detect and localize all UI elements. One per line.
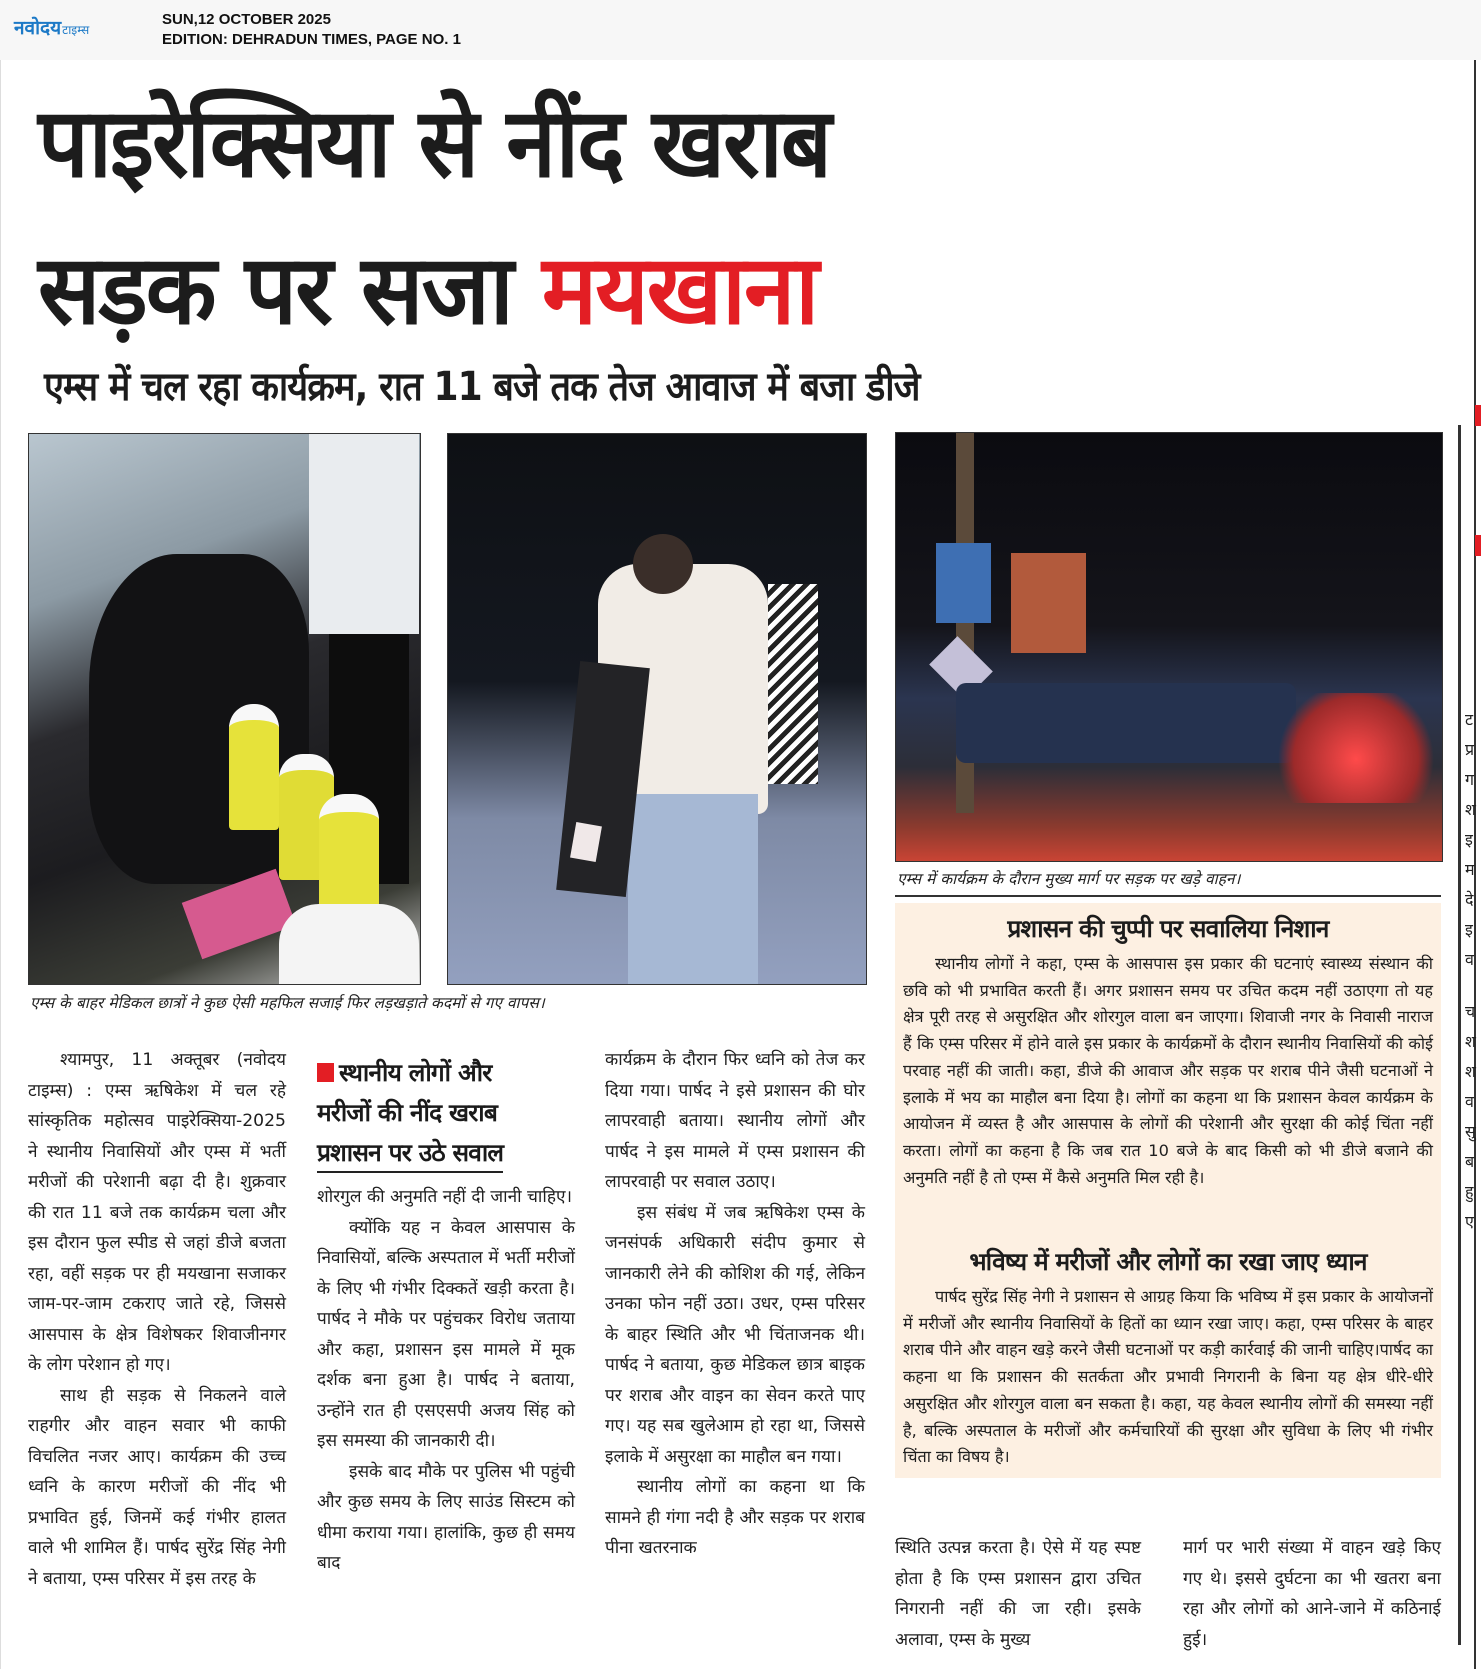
photo-signboard bbox=[936, 543, 991, 623]
photo-white-bag bbox=[279, 904, 419, 984]
highlight-box bbox=[895, 903, 1441, 1478]
article-column-2 bbox=[317, 1182, 575, 1579]
article-paragraph: मार्ग पर भारी संख्या में वाहन खड़े किए गए थे। इससे दुर्घटना का भी खतरा बना रहा और लोगों को आने-जाने में कठिनाई हुई। bbox=[1183, 1538, 1441, 1650]
headline-line-1: पाइरेक्सिया से नींद खराब bbox=[38, 87, 830, 199]
photo-billboard bbox=[1011, 553, 1086, 653]
article-paragraph: इसके बाद मौके पर पुलिस भी पहुंची और कुछ समय के लिए साउंड सिस्टम को धीमा कराया गया। हालांकि, कुछ ही समय बाद bbox=[317, 1461, 575, 1573]
logo-sub-text: टाइम्स bbox=[62, 23, 90, 37]
newspaper-logo[interactable] bbox=[14, 14, 89, 40]
article-paragraph: स्थिति उत्पन्न करता है। ऐसे में यह स्पष्ट होता है कि एम्स प्रशासन द्वारा उचित निगरानी नहीं की जा रही। इसके अलावा, एम्स के मुख्य bbox=[895, 1538, 1141, 1650]
subhead-line-2: मरीजों की नींद खराब bbox=[317, 1098, 498, 1127]
box-text-2: पार्षद सुरेंद्र सिंह नेगी ने प्रशासन से आग्रह किया कि भविष्य में इस प्रकार के आयोजनों में मरीजों और स्थानीय निवासियों के हितों का ध्यान रखा जाए। कहा, एम्स परिसर के बाहर शराब पीने और वाहन खड़े करने जैसी घटनाओं पर कड़ी कार्रवाई की जानी चाहिए।पार्षद का कहना था कि प्रशासन की सतर्कता और प्रभावी निगरानी के बिना यह क्षेत्र धीरे-धीरे असुरक्षित और शोरगुल वाला बन सकता है। कहा, यह केवल स्थानीय लोगों की समस्या नहीं है, बल्कि अस्पताल के मरीजों और कर्मचारियों की सुरक्षा और सुविधा के लिए भी गंभीर चिंता का विषय है। bbox=[903, 1287, 1433, 1467]
photo-parked-vehicles bbox=[895, 432, 1443, 862]
article-paragraph: क्योंकि यह न केवल आसपास के निवासियों, बल्कि अस्पताल में भर्ती मरीजों के लिए भी गंभीर दिक्कतें खड़ी करता है। पार्षद ने मौके पर पहुंचकर विरोध जताया और कहा, प्रशासन इस मामले में मूक दर्शक बना हुआ है। पार्षद ने बताया, उन्होंने रात ही एसएसपी अजय सिंह को इस समस्या की जानकारी दी। bbox=[317, 1217, 575, 1451]
box-heading-2: भविष्य में मरीजों और लोगों का रखा जाए ध्यान bbox=[969, 1247, 1367, 1276]
box-text-1: स्थानीय लोगों ने कहा, एम्स के आसपास इस प्रकार की घटनाएं स्वास्थ्य संस्थान की छवि को भी प्रभावित करती हैं। अगर प्रशासन समय पर उचित कदम नहीं उठाएगा तो यह क्षेत्र पूरी तरह से असुरक्षित और शोरगुल वाला बन जाएगा। शिवाजी नगर के निवासी नाराज हैं कि एम्स परिसर में होने वाले इस प्रकार के कार्यक्रमों के दौरान स्थानीय निवासियों की कोई परवाह नहीं की जाती। कहा, डीजे की आवाज और सड़क पर शराब पीने जैसी घटनाओं ने इलाके में भय का माहौल बना दिया है। लोगों का कहना था कि प्रशासन केवल कार्यक्रम के आयोजन में व्यस्त है और आसपास के लोगों की परेशानी और सुरक्षा की कोई चिंता नहीं करता। लोगों का कहना है कि जब रात 10 बजे के बाद किसी को भी डीजे बजाने की अनुमति नहीं है तो एम्स में कैसे अनुमति मिल रही है। bbox=[903, 954, 1433, 1187]
photo-person-jeans bbox=[628, 794, 758, 984]
article-paragraph: शोरगुल की अनुमति नहीं दी जानी चाहिए। bbox=[317, 1187, 572, 1207]
article-column-3 bbox=[605, 1045, 865, 1564]
clipped-text-fragment: च bbox=[1465, 1002, 1476, 1021]
headline-line-2-red: मयखाना bbox=[542, 234, 818, 346]
clipped-text-fragment: प्र bbox=[1465, 740, 1475, 759]
article-column-4 bbox=[895, 1533, 1141, 1655]
page-edge bbox=[0, 60, 1, 1669]
clipped-text-fragment: श bbox=[1465, 1062, 1476, 1081]
top-bar bbox=[0, 0, 1481, 60]
clipped-text-fragment: व bbox=[1465, 1092, 1474, 1111]
photo-bike-row bbox=[956, 683, 1296, 763]
clipped-text-fragment: व bbox=[1465, 950, 1474, 969]
article-paragraph: श्यामपुर, 11 अक्तूबर (नवोदय टाइम्स) : एम्स ऋषिकेश में चल रहे सांस्कृतिक महोत्सव पाइरेक्सिया-2025 ने स्थानीय निवासियों और एम्स में भर्ती मरीजों की परेशानी बढ़ा दी है। शुक्रवार की रात 11 बजे तक कार्यक्रम चला और इस दौरान फुल स्पीड से जहां डीजे बजता रहा, वहीं सड़क पर ही मयखाना सजाकर जाम-पर-जाम टकराए जाते रहे, जिससे आसपास के क्षेत्र विशेषकर शिवाजीनगर के लोग परेशान हो गए। bbox=[28, 1050, 286, 1375]
article-paragraph: स्थानीय लोगों का कहना था कि सामने ही गंगा नदी है और सड़क पर शराब पीना खतरनाक bbox=[605, 1477, 865, 1558]
headline-line-2-black: सड़क पर सजा bbox=[38, 234, 512, 346]
photo-cups-on-bike bbox=[28, 433, 421, 985]
photo-students-hugging bbox=[447, 433, 867, 985]
clipped-text-fragment: इ bbox=[1465, 920, 1473, 939]
article-paragraph: कार्यक्रम के दौरान फिर ध्वनि को तेज कर दिया गया। पार्षद ने इसे प्रशासन की घोर लापरवाही बताया। स्थानीय लोगों और पार्षद ने इस मामले में एम्स प्रशासन की लापरवाही पर सवाल उठाए। bbox=[605, 1050, 865, 1192]
edition-info bbox=[162, 10, 461, 50]
box-heading-1: प्रशासन की चुप्पी पर सवालिया निशान bbox=[1007, 914, 1329, 943]
article-subhead bbox=[317, 1053, 575, 1173]
article-paragraph: साथ ही सड़क से निकलने वाले राहगीर और वाहन सवार भी काफी विचलित नजर आए। कार्यक्रम की उच्च ध्वनि के कारण मरीजों की नींद भी प्रभावित हुई, जिनमें कई गंभीर हालत वाले भी शामिल हैं। पार्षद सुरेंद्र सिंह नेगी ने बताया, एम्स परिसर में इस तरह के bbox=[28, 1385, 286, 1589]
clipped-text-fragment: सु bbox=[1465, 1122, 1476, 1141]
photo-person-head bbox=[633, 534, 693, 594]
subhead-line-3: प्रशासन पर उठे सवाल bbox=[317, 1138, 503, 1173]
photo-cup bbox=[229, 704, 279, 830]
article-column-1 bbox=[28, 1045, 286, 1594]
clipped-text-fragment: ट bbox=[1465, 710, 1474, 729]
red-bullet-clipped bbox=[1475, 535, 1481, 556]
photo-red-lights bbox=[1276, 693, 1436, 803]
subheadline: एम्स में चल रहा कार्यक्रम, रात 11 बजे तक तेज आवाज में बजा डीजे bbox=[44, 364, 920, 410]
clipped-text-fragment: श bbox=[1465, 800, 1476, 819]
clipped-next-column bbox=[1465, 705, 1481, 1237]
subhead-line-1: स्थानीय लोगों और bbox=[339, 1058, 492, 1087]
clipped-text-fragment: ग bbox=[1465, 770, 1475, 789]
edition-date: SUN,12 OCTOBER 2025 bbox=[162, 11, 331, 28]
red-square-bullet-icon bbox=[317, 1063, 334, 1082]
red-bullet-clipped bbox=[1475, 405, 1481, 426]
clipped-text-fragment: म bbox=[1465, 860, 1475, 879]
clipped-text-fragment: हु bbox=[1465, 1182, 1474, 1201]
box-paragraph-2 bbox=[903, 1284, 1433, 1471]
logo-main-text: नवोदय bbox=[14, 17, 62, 39]
clipped-text-fragment: ब bbox=[1465, 1152, 1475, 1171]
article-column-5 bbox=[1183, 1533, 1441, 1655]
article-paragraph: इस संबंध में जब ऋषिकेश एम्स के जनसंपर्क अधिकारी संदीप कुमार से जानकारी लेने की कोशिश की गई, लेकिन उनका फोन नहीं उठा। उधर, एम्स परिसर के बाहर स्थिति और भी चिंताजनक थी। पार्षद ने बताया, कुछ मेडिकल छात्र बाइक पर शराब और वाइन का सेवन करते पाए गए। यह सब खुलेआम हो रहा था, जिससे इलाके में असुरक्षा का माहौल बन गया। bbox=[605, 1202, 865, 1467]
box-paragraph-1 bbox=[903, 951, 1433, 1191]
clipped-text-fragment: इ bbox=[1465, 830, 1473, 849]
photo-caption-right: एम्स में कार्यक्रम के दौरान मुख्य मार्ग पर सड़क पर खड़े वाहन। bbox=[897, 870, 1241, 888]
caption-rule bbox=[895, 895, 1441, 897]
edition-name: EDITION: DEHRADUN TIMES, PAGE NO. 1 bbox=[162, 31, 461, 48]
clipped-text-fragment: ए bbox=[1465, 1212, 1474, 1231]
photo-person-shirt bbox=[309, 434, 419, 634]
photo-person-striped bbox=[768, 584, 818, 784]
photo-caption-left: एम्स के बाहर मेडिकल छात्रों ने कुछ ऐसी महफिल सजाई फिर लड़खड़ाते कदमों से गए वापस। bbox=[30, 994, 545, 1012]
clipped-text-fragment: श bbox=[1465, 1032, 1476, 1051]
clipped-text-fragment: दे bbox=[1465, 890, 1474, 909]
headline-line-2 bbox=[38, 235, 817, 345]
column-divider bbox=[1458, 425, 1461, 1645]
